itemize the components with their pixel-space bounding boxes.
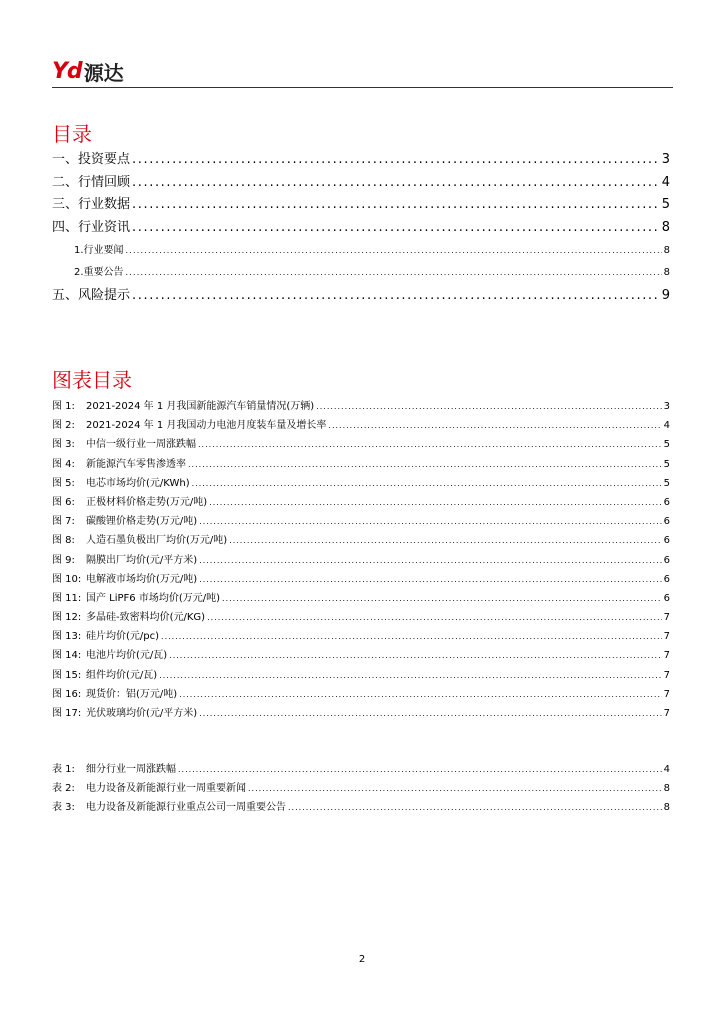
list-item[interactable] — [52, 474, 670, 493]
item-page: 6 — [663, 496, 670, 508]
toc-item-page: 8 — [661, 220, 670, 236]
figures-title: 图表目录 — [52, 368, 132, 392]
dot-leader — [169, 646, 661, 665]
dot-leader — [198, 435, 662, 454]
list-item[interactable] — [52, 685, 670, 704]
dot-leader — [178, 760, 662, 779]
dot-leader — [188, 455, 662, 474]
dot-leader — [222, 589, 662, 608]
item-label: 电解液市场均价(万元/吨) — [86, 573, 198, 585]
list-item[interactable] — [52, 779, 670, 798]
logo-mark: Yd — [52, 58, 82, 84]
item-number: 图 6: — [52, 496, 75, 508]
dot-leader — [199, 512, 661, 531]
item-number: 图 9: — [52, 554, 75, 566]
item-label: 电池片均价(元/瓦) — [86, 650, 168, 662]
toc-item-label: 四、行业资讯 — [52, 220, 131, 236]
item-number: 图 2: — [52, 420, 75, 432]
item-number: 图 8: — [52, 535, 75, 547]
item-number: 图 5: — [52, 477, 75, 489]
item-page: 5 — [663, 477, 670, 489]
item-page: 8 — [663, 783, 670, 795]
item-number: 图 10: — [52, 573, 82, 585]
item-label: 现货价：铝(万元/吨) — [86, 688, 178, 700]
item-label: 多晶硅-致密料均价(元/KG) — [86, 612, 206, 624]
list-item[interactable] — [52, 416, 670, 435]
dot-leader — [132, 194, 660, 217]
item-label: 中信一级行业一周涨跌幅 — [86, 439, 196, 451]
dot-leader — [161, 627, 662, 646]
list-item[interactable] — [52, 608, 670, 627]
item-number: 图 13: — [52, 631, 82, 643]
item-label: 细分行业一周涨跌幅 — [86, 764, 176, 775]
dot-leader — [126, 262, 662, 285]
logo-text: 源达 — [83, 60, 124, 85]
dot-leader — [159, 666, 661, 685]
dot-leader — [199, 551, 661, 570]
item-number: 表 1: — [52, 764, 75, 775]
brand-logo — [52, 56, 124, 86]
item-label: 光伏玻璃均价(元/平方米) — [86, 708, 198, 719]
list-item[interactable] — [52, 666, 670, 685]
list-item[interactable] — [52, 570, 670, 589]
item-label: 正极材料价格走势(万元/吨) — [86, 496, 208, 508]
item-label: 人造石墨负极出厂均价(万元/吨) — [86, 535, 228, 547]
item-page: 4 — [663, 764, 670, 775]
figure-list — [52, 397, 670, 723]
dot-leader — [132, 149, 660, 172]
table-list — [52, 760, 670, 818]
toc-item-label: 二、行情回顾 — [52, 174, 131, 190]
item-page: 7 — [663, 688, 670, 700]
item-page: 7 — [663, 650, 670, 662]
item-label: 硅片均价(元/pc) — [86, 631, 160, 643]
item-page: 6 — [663, 516, 670, 528]
item-page: 8 — [663, 802, 670, 814]
item-number: 图 11: — [52, 592, 82, 604]
toc-subitem[interactable] — [52, 240, 670, 263]
toc-item-label: 一、投资要点 — [52, 152, 131, 167]
item-number: 表 2: — [52, 783, 75, 795]
dot-leader — [248, 779, 662, 798]
item-page: 7 — [663, 708, 670, 719]
toc-item-label: 三、行业数据 — [52, 197, 131, 213]
item-page: 5 — [663, 439, 670, 451]
dot-leader — [209, 493, 661, 512]
toc-subitem-page: 8 — [663, 244, 670, 256]
dot-leader — [328, 416, 661, 435]
dot-leader — [179, 685, 661, 704]
list-item[interactable] — [52, 493, 670, 512]
dot-leader — [288, 798, 662, 817]
item-number: 图 14: — [52, 650, 82, 662]
item-number: 图 16: — [52, 688, 82, 700]
toc-item[interactable] — [52, 194, 670, 217]
dot-leader — [132, 285, 660, 308]
item-page: 5 — [663, 458, 670, 470]
dot-leader — [316, 397, 661, 416]
item-page: 6 — [663, 592, 670, 604]
toc-subitem-page: 8 — [663, 267, 670, 279]
item-number: 图 1: — [52, 401, 75, 412]
toc-item[interactable] — [52, 172, 670, 195]
item-label: 组件均价(元/瓦) — [86, 669, 158, 681]
item-label: 碳酸锂价格走势(万元/吨) — [86, 516, 198, 528]
item-number: 图 15: — [52, 669, 82, 681]
item-label: 电芯市场均价(元/KWh) — [86, 477, 190, 489]
dot-leader — [199, 570, 661, 589]
item-page: 6 — [663, 573, 670, 585]
dot-leader — [192, 474, 662, 493]
item-label: 2021-2024 年 1 月我国新能源汽车销量情况(万辆) — [86, 401, 315, 412]
list-item[interactable] — [52, 551, 670, 570]
toc-item-page: 3 — [661, 152, 670, 167]
item-label: 电力设备及新能源行业重点公司一周重要公告 — [86, 802, 286, 814]
item-number: 图 7: — [52, 516, 75, 528]
item-number: 表 3: — [52, 802, 75, 814]
list-item[interactable] — [52, 455, 670, 474]
item-label: 2021-2024 年 1 月我国动力电池月度装车量及增长率 — [86, 420, 327, 432]
page-number: 2 — [358, 954, 366, 965]
list-item[interactable] — [52, 646, 670, 665]
item-page: 6 — [663, 554, 670, 566]
toc-item-page: 5 — [661, 197, 670, 213]
item-page: 7 — [663, 631, 670, 643]
toc-item[interactable] — [52, 217, 670, 240]
table-of-contents — [52, 149, 670, 308]
dot-leader — [132, 172, 660, 195]
item-page: 3 — [663, 401, 670, 412]
item-label: 隔膜出厂均价(元/平方米) — [86, 554, 198, 566]
list-item[interactable] — [52, 589, 670, 608]
item-page: 7 — [663, 612, 670, 624]
dot-leader — [199, 704, 661, 723]
item-number: 图 4: — [52, 458, 75, 470]
item-number: 图 3: — [52, 439, 75, 451]
dot-leader — [126, 240, 662, 263]
list-item[interactable] — [52, 627, 670, 646]
list-item[interactable] — [52, 435, 670, 454]
toc-subitem-label: 2.重要公告 — [74, 267, 124, 279]
item-label: 新能源汽车零售渗透率 — [86, 458, 186, 470]
list-item[interactable] — [52, 798, 670, 817]
item-label: 电力设备及新能源行业一周重要新闻 — [86, 783, 246, 795]
list-item[interactable] — [52, 704, 670, 723]
dot-leader — [207, 608, 662, 627]
list-item[interactable] — [52, 512, 670, 531]
toc-item-page: 4 — [661, 174, 670, 190]
header-divider — [52, 87, 673, 88]
item-page: 7 — [663, 669, 670, 681]
toc-item[interactable] — [52, 149, 670, 172]
dot-leader — [229, 531, 661, 550]
item-page: 6 — [663, 535, 670, 547]
list-item[interactable] — [52, 397, 670, 416]
toc-subitem-label: 1.行业要闻 — [74, 244, 124, 256]
item-number: 图 17: — [52, 708, 82, 719]
list-item[interactable] — [52, 760, 670, 779]
toc-item-label: 五、风险提示 — [52, 288, 131, 304]
list-item[interactable] — [52, 531, 670, 550]
toc-title: 目录 — [52, 122, 92, 146]
toc-item[interactable] — [52, 285, 670, 308]
dot-leader — [132, 217, 660, 240]
toc-item-page: 9 — [661, 288, 670, 304]
toc-subitem[interactable] — [52, 262, 670, 285]
item-page: 4 — [663, 420, 670, 432]
item-label: 国产 LiPF6 市场均价(万元/吨) — [86, 592, 221, 604]
item-number: 图 12: — [52, 612, 82, 624]
